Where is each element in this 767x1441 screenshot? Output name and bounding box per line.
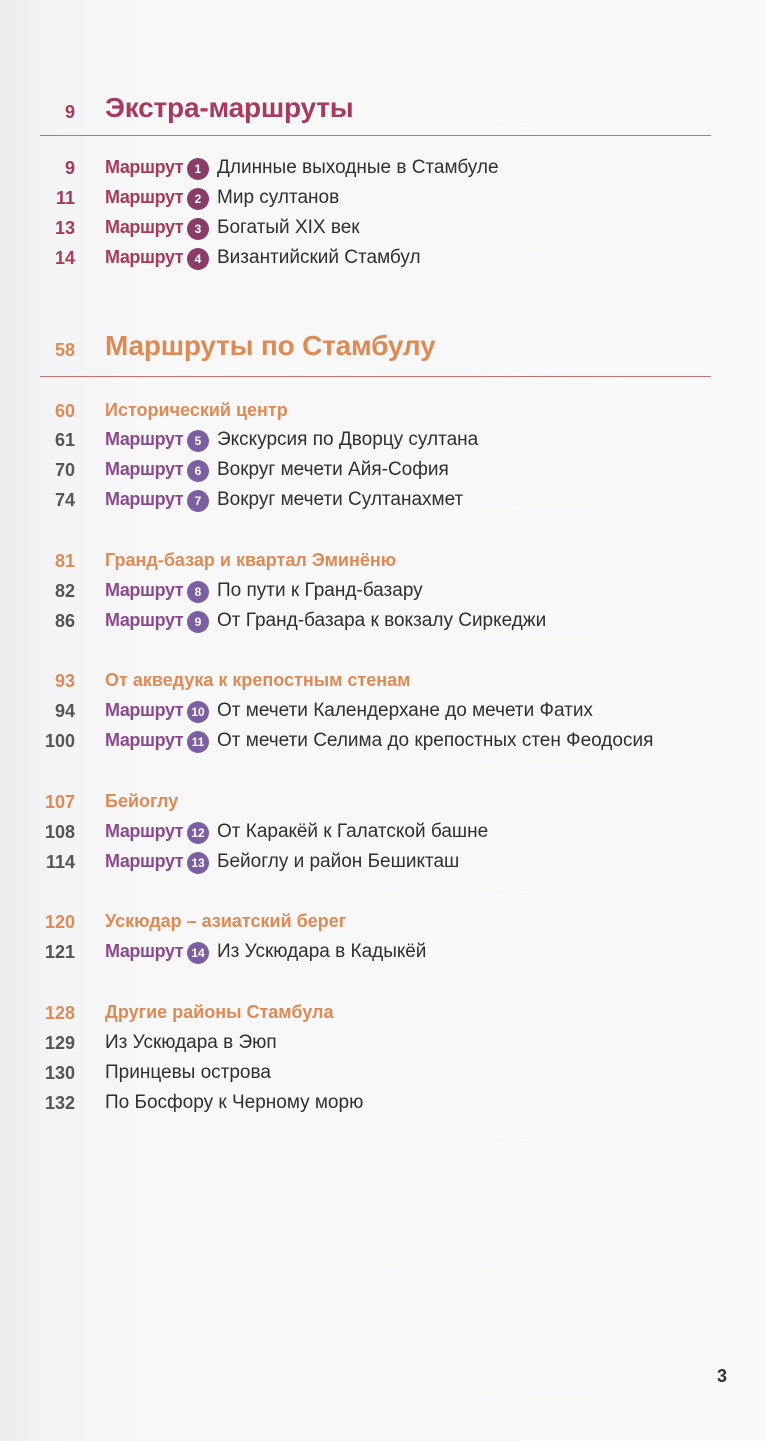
- toc-entry-route-7[interactable]: [0, 487, 767, 515]
- route-number-badge: 14: [187, 942, 209, 964]
- section-header-extra: [0, 92, 767, 132]
- entry-title: Вокруг мечети Айя-София: [217, 459, 449, 480]
- toc-district[interactable]: [0, 548, 767, 576]
- entry-title: От Каракёй к Галатской башне: [217, 821, 489, 842]
- route-number-badge: 5: [187, 430, 209, 452]
- toc-entry-route-3[interactable]: [0, 215, 767, 243]
- toc-entry-route-8[interactable]: [0, 578, 767, 606]
- route-number-badge: 2: [187, 188, 209, 210]
- route-number-badge: 9: [187, 611, 209, 633]
- section-page-number: 9: [64, 102, 75, 122]
- entry-page-number: 121: [44, 942, 75, 962]
- entry-page-number: 100: [44, 731, 75, 751]
- entry-page-number: 11: [55, 188, 75, 208]
- route-label: Маршрут: [105, 700, 184, 720]
- entry-page-number: 94: [54, 701, 75, 721]
- toc-entry-route-2[interactable]: [0, 185, 767, 213]
- toc-district[interactable]: [0, 398, 767, 426]
- section-title: Экстра-маршруты: [105, 92, 354, 123]
- entry-title: Бейоглу и район Бешикташ: [217, 851, 460, 872]
- route-number-badge: 8: [187, 581, 209, 603]
- route-number-badge: 6: [187, 460, 209, 482]
- page-number: 3: [717, 1366, 728, 1386]
- route-label: Маршрут: [105, 580, 184, 600]
- route-label: Маршрут: [105, 851, 184, 871]
- district-title: Другие районы Стамбула: [105, 1002, 334, 1022]
- route-number-badge: 7: [187, 490, 209, 512]
- toc-entry[interactable]: [0, 1090, 767, 1118]
- route-number-badge: 12: [187, 822, 209, 844]
- district-page-number: 81: [54, 551, 75, 571]
- district-title: Бейоглу: [105, 791, 179, 811]
- entry-title: Длинные выходные в Стамбуле: [217, 157, 499, 178]
- route-number-badge: 4: [187, 248, 209, 270]
- toc-district[interactable]: [0, 1000, 767, 1028]
- route-label: Маршрут: [105, 217, 184, 237]
- toc-entry[interactable]: [0, 1060, 767, 1088]
- route-label: Маршрут: [105, 247, 184, 267]
- entry-page-number: 82: [54, 581, 75, 601]
- entry-title: Экскурсия по Дворцу султана: [217, 429, 479, 450]
- section-header-routes: [0, 330, 767, 370]
- entry-page-number: 108: [44, 822, 75, 842]
- entry-page-number: 132: [44, 1093, 75, 1113]
- toc-district[interactable]: [0, 909, 767, 937]
- entry-title: Вокруг мечети Султанахмет: [217, 489, 464, 510]
- route-number-badge: 10: [187, 701, 209, 723]
- entry-page-number: 130: [44, 1063, 75, 1083]
- route-label: Маршрут: [105, 941, 184, 961]
- entry-title: Византийский Стамбул: [217, 247, 421, 268]
- route-label: Маршрут: [105, 157, 184, 177]
- route-label: Маршрут: [105, 489, 184, 509]
- route-label: Маршрут: [105, 821, 184, 841]
- toc-district[interactable]: [0, 668, 767, 696]
- route-label: Маршрут: [105, 459, 184, 479]
- entry-title: Мир султанов: [217, 187, 340, 208]
- entry-title: От Гранд-базара к вокзалу Сиркеджи: [217, 610, 547, 631]
- entry-title: Богатый XIX век: [217, 217, 360, 238]
- route-label: Маршрут: [105, 187, 184, 207]
- toc-entry-route-14[interactable]: [0, 939, 767, 967]
- toc-entry-route-10[interactable]: [0, 698, 767, 726]
- route-number-badge: 1: [187, 158, 209, 180]
- entry-page-number: 13: [54, 218, 75, 238]
- district-page-number: 128: [44, 1003, 75, 1023]
- toc-entry-route-13[interactable]: [0, 849, 767, 877]
- district-title: Гранд-базар и квартал Эминёню: [105, 550, 397, 570]
- entry-page-number: 14: [54, 248, 75, 268]
- toc-entry-route-1[interactable]: [0, 155, 767, 183]
- route-number-badge: 13: [187, 852, 209, 874]
- route-label: Маршрут: [105, 429, 184, 449]
- entry-title: Из Ускюдара в Эюп: [105, 1032, 277, 1053]
- district-title: Ускюдар – азиатский берег: [105, 911, 347, 931]
- section-divider: [40, 135, 711, 136]
- toc-entry-route-11[interactable]: [0, 728, 767, 756]
- section-divider: [40, 376, 711, 377]
- district-page-number: 120: [44, 912, 75, 932]
- district-page-number: 60: [54, 401, 75, 421]
- district-title: От акведука к крепостным стенам: [105, 670, 411, 690]
- toc-entry[interactable]: [0, 1030, 767, 1058]
- entry-page-number: 129: [44, 1033, 75, 1053]
- district-page-number: 107: [44, 792, 75, 812]
- toc-entry-route-9[interactable]: [0, 608, 767, 636]
- route-number-badge: 3: [187, 218, 209, 240]
- entry-title: Принцевы острова: [105, 1062, 271, 1083]
- toc-entry-route-6[interactable]: [0, 457, 767, 485]
- route-label: Маршрут: [105, 610, 184, 630]
- entry-page-number: 61: [54, 430, 75, 450]
- entry-title: От мечети Календерхане до мечети Фатих: [217, 700, 593, 721]
- entry-title: Из Ускюдара в Кадыкёй: [217, 941, 427, 962]
- entry-page-number: 86: [54, 611, 75, 631]
- route-number-badge: 11: [187, 731, 209, 753]
- section-title: Маршруты по Стамбулу: [105, 330, 436, 361]
- entry-page-number: 70: [54, 460, 75, 480]
- entry-page-number: 74: [54, 490, 75, 510]
- toc-entry-route-5[interactable]: [0, 427, 767, 455]
- toc-entry-route-12[interactable]: [0, 819, 767, 847]
- section-page-number: 58: [54, 340, 75, 360]
- district-page-number: 93: [54, 671, 75, 691]
- entry-page-number: 9: [64, 158, 75, 178]
- entry-title: По пути к Гранд-базару: [217, 580, 423, 601]
- route-label: Маршрут: [105, 730, 184, 750]
- toc-district[interactable]: [0, 789, 767, 817]
- district-title: Исторический центр: [105, 400, 288, 420]
- entry-page-number: 114: [45, 852, 75, 872]
- entry-title: От мечети Селима до крепостных стен Феодосия: [217, 730, 654, 751]
- entry-title: По Босфору к Черному морю: [105, 1092, 364, 1113]
- toc-entry-route-4[interactable]: [0, 245, 767, 273]
